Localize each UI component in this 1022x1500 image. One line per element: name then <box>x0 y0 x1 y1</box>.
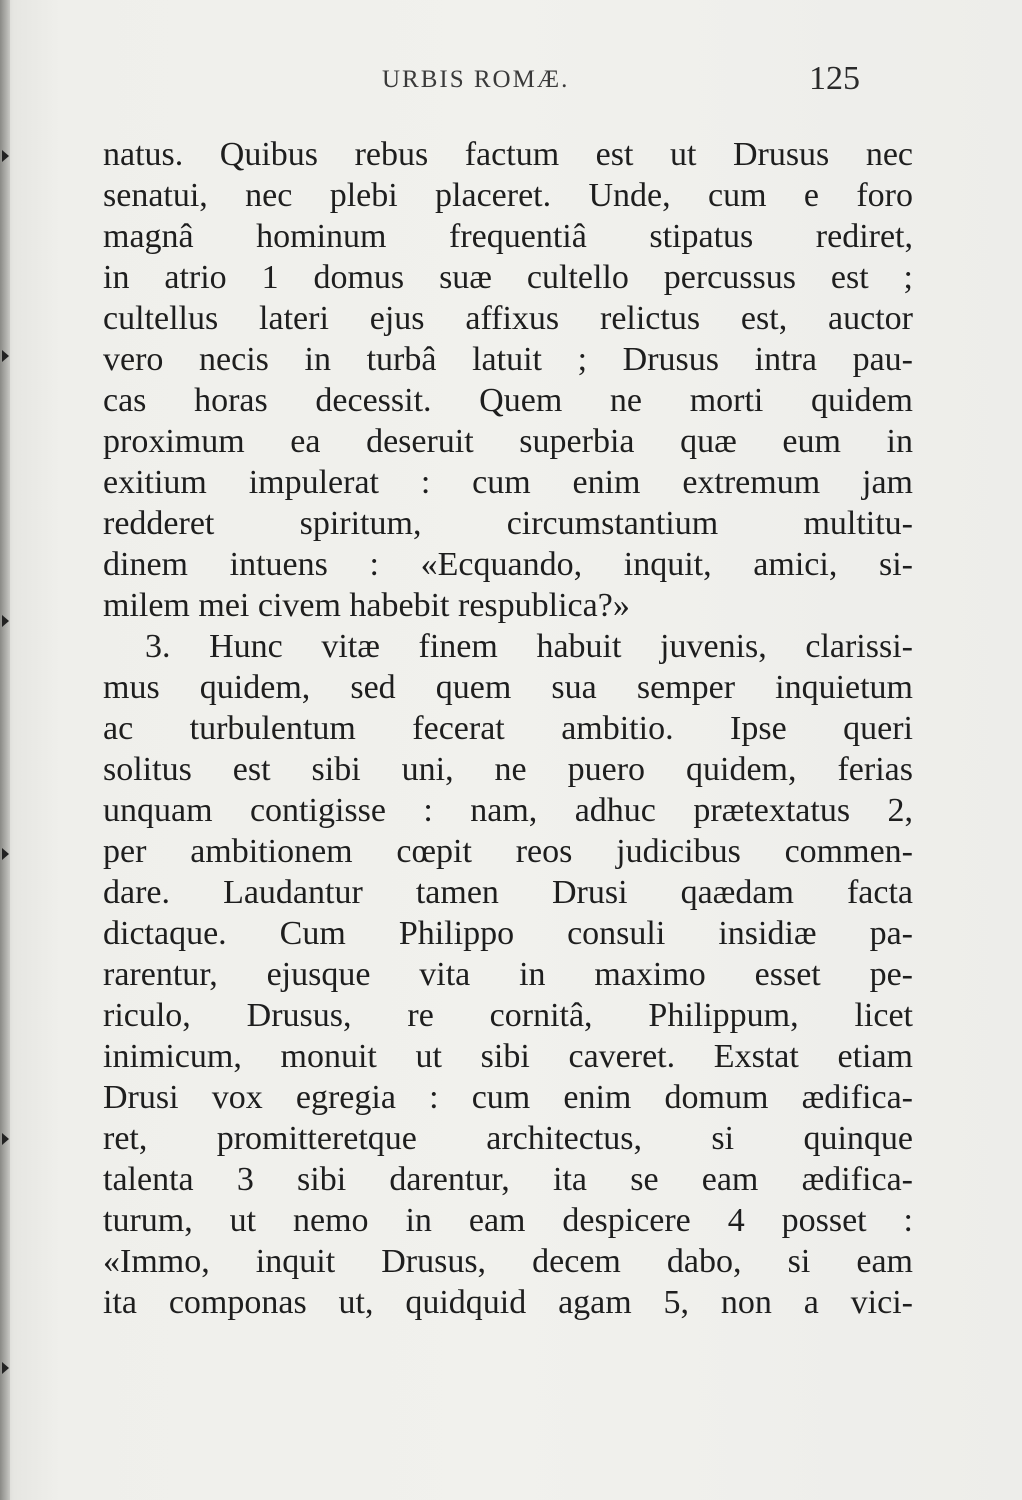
text-line: talenta 3 sibi darentur, ita se eam ædifica- <box>103 1161 913 1198</box>
running-title: URBIS ROMÆ. <box>382 66 570 93</box>
text-line: inimicum, monuit ut sibi caveret. Exstat etiam <box>103 1038 913 1075</box>
text-line: proximum ea deseruit superbia quæ eum in <box>103 423 913 460</box>
text-line: solitus est sibi uni, ne puero quidem, ferias <box>103 751 913 788</box>
text-line: vero necis in turbâ latuit ; Drusus intra pau- <box>103 341 913 378</box>
text-line: rarentur, ejusque vita in maximo esset pe- <box>103 956 913 993</box>
text-line: exitium impulerat : cum enim extremum jam <box>103 464 913 501</box>
text-line: in atrio 1 domus suæ cultello percussus est ; <box>103 259 913 296</box>
running-head <box>100 60 910 100</box>
text-line: Drusi vox egregia : cum enim domum ædifica- <box>103 1079 913 1116</box>
text-line: «Immo, inquit Drusus, decem dabo, si eam <box>103 1243 913 1280</box>
text-line: milem mei civem habebit respublica?» <box>103 587 630 624</box>
text-line: per ambitionem cœpit reos judicibus commen- <box>103 833 913 870</box>
text-line: turum, ut nemo in eam despicere 4 posset : <box>103 1202 913 1239</box>
text-line: 3. Hunc vitæ finem habuit juvenis, clarissi- <box>145 628 913 665</box>
text-line: ret, promitteretque architectus, si quinque <box>103 1120 913 1157</box>
text-line: mus quidem, sed quem sua semper inquietum <box>103 669 913 706</box>
text-line: ac turbulentum fecerat ambitio. Ipse queri <box>103 710 913 747</box>
page-number: 125 <box>809 60 860 97</box>
text-line: cas horas decessit. Quem ne morti quidem <box>103 382 913 419</box>
text-line: cultellus lateri ejus affixus relictus est, auctor <box>103 300 913 337</box>
binding-edge <box>0 0 10 1500</box>
text-line: senatui, nec plebi placeret. Unde, cum e foro <box>103 177 913 214</box>
text-line: unquam contigisse : nam, adhuc prætextatus 2, <box>103 792 913 829</box>
text-line: magnâ hominum frequentiâ stipatus rediret, <box>103 218 913 255</box>
body-text <box>103 134 913 1323</box>
text-line: dinem intuens : «Ecquando, inquit, amici, si- <box>103 546 913 583</box>
text-line: redderet spiritum, circumstantium multitu- <box>103 505 913 542</box>
text-line: dare. Laudantur tamen Drusi qaædam facta <box>103 874 913 911</box>
text-line: dictaque. Cum Philippo consuli insidiæ pa- <box>103 915 913 952</box>
text-line: natus. Quibus rebus factum est ut Drusus nec <box>103 136 913 173</box>
text-line: ita componas ut, quidquid agam 5, non a vici- <box>103 1284 913 1321</box>
text-line: riculo, Drusus, re cornitâ, Philippum, licet <box>103 997 913 1034</box>
